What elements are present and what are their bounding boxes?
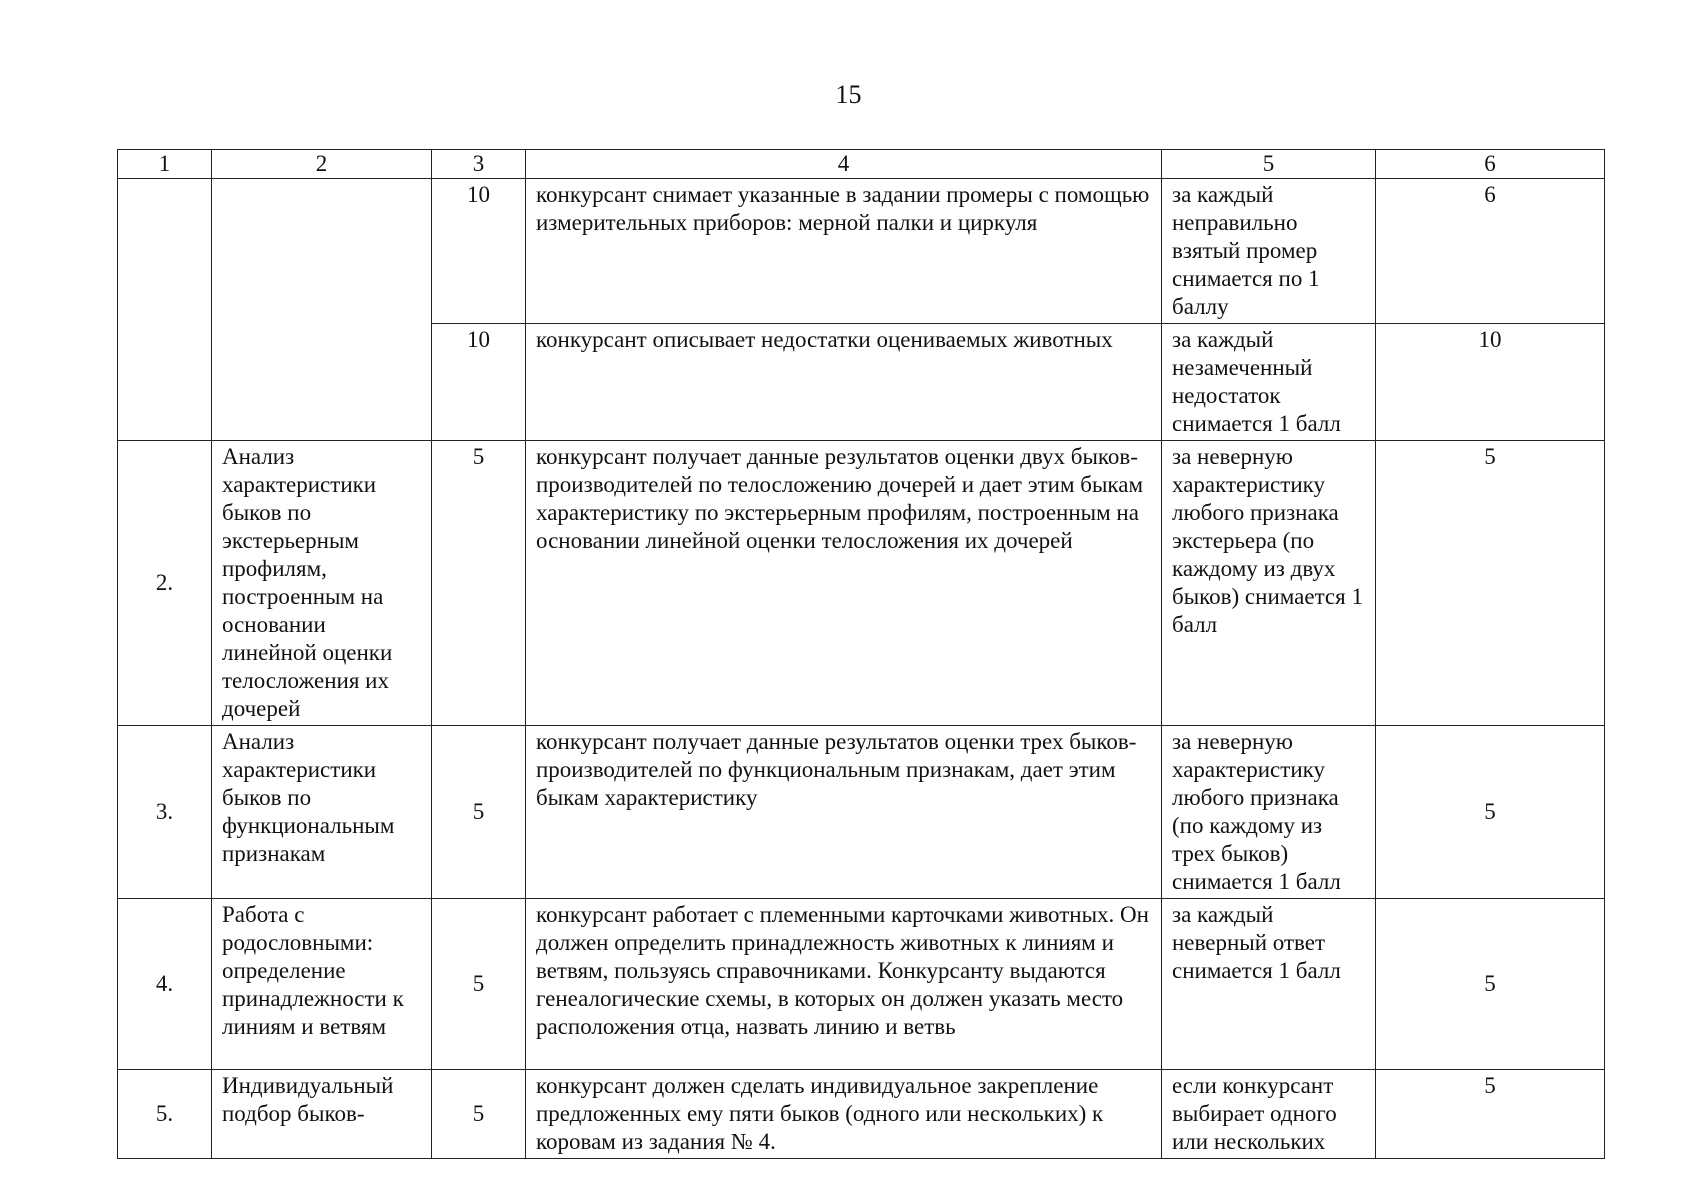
row-penalty: за неверную характеристику любого признака (по каждому из трех быков) снимается 1 балл — [1162, 726, 1376, 899]
row-max-score: 10 — [1376, 324, 1605, 441]
row-points: 5 — [432, 441, 526, 726]
table-row — [118, 179, 1605, 324]
row-penalty: за неверную характеристику любого признака экстерьера (по каждому из двух быков) снимается 1 балл — [1162, 441, 1376, 726]
header-col-2: 2 — [212, 150, 432, 179]
row-description: конкурсант снимает указанные в задании промеры с помощью измерительных приборов: мерной палки и циркуля — [526, 179, 1162, 324]
row-description: конкурсант получает данные результатов оценки двух быков-производителей по телосложению дочерей и дает этим быкам характеристику по экстерьерным профилям, построенным на основании линейной оценки телосложения их дочерей — [526, 441, 1162, 726]
header-row — [118, 150, 1605, 179]
row-number: 5. — [118, 1070, 212, 1159]
header-col-5: 5 — [1162, 150, 1376, 179]
row-number — [118, 179, 212, 441]
row-penalty: за каждый незамеченный недостаток снимается 1 балл — [1162, 324, 1376, 441]
row-penalty: если конкурсант выбирает одного или нескольких — [1162, 1070, 1376, 1159]
row-number: 4. — [118, 899, 212, 1070]
row-penalty: за каждый неправильно взятый промер снимается по 1 баллу — [1162, 179, 1376, 324]
header-col-4: 4 — [526, 150, 1162, 179]
header-col-6: 6 — [1376, 150, 1605, 179]
page-number: 15 — [835, 80, 862, 109]
row-max-score: 5 — [1376, 726, 1605, 899]
header-col-3: 3 — [432, 150, 526, 179]
header-col-1: 1 — [118, 150, 212, 179]
row-points: 5 — [432, 1070, 526, 1159]
row-max-score: 5 — [1376, 441, 1605, 726]
row-number: 3. — [118, 726, 212, 899]
row-description: конкурсант работает с племенными карточками животных. Он должен определить принадлежность животных к линиям и ветвям, пользуясь справочниками. Конкурсанту выдаются генеалогические схемы, в которых он должен указать место расположения отца, назвать линию и ветвь — [526, 899, 1162, 1070]
row-points: 5 — [432, 899, 526, 1070]
row-description: конкурсант должен сделать индивидуальное закрепление предложенных ему пяти быков (одного или нескольких) к коровам из задания № 4. — [526, 1070, 1162, 1159]
row-number: 2. — [118, 441, 212, 726]
row-points: 10 — [432, 179, 526, 324]
row-title — [212, 179, 432, 441]
row-points: 5 — [432, 726, 526, 899]
row-max-score: 5 — [1376, 1070, 1605, 1159]
row-title: Работа с родословными: определение принадлежности к линиям и ветвям — [212, 899, 432, 1070]
criteria-table — [117, 149, 1605, 1159]
row-max-score: 5 — [1376, 899, 1605, 1070]
table-row — [118, 726, 1605, 899]
row-max-score: 6 — [1376, 179, 1605, 324]
table-row — [118, 441, 1605, 726]
row-title: Анализ характеристики быков по экстерьерным профилям, построенным на основании линейной оценки телосложения их дочерей — [212, 441, 432, 726]
table-row — [118, 899, 1605, 1070]
table-row — [118, 1070, 1605, 1159]
row-points: 10 — [432, 324, 526, 441]
row-title: Индивидуальный подбор быков- — [212, 1070, 432, 1159]
row-description: конкурсант описывает недостатки оцениваемых животных — [526, 324, 1162, 441]
row-penalty: за каждый неверный ответ снимается 1 балл — [1162, 899, 1376, 1070]
row-title: Анализ характеристики быков по функциональным признакам — [212, 726, 432, 899]
row-description: конкурсант получает данные результатов оценки трех быков-производителей по функциональным признакам, дает этим быкам характеристику — [526, 726, 1162, 899]
